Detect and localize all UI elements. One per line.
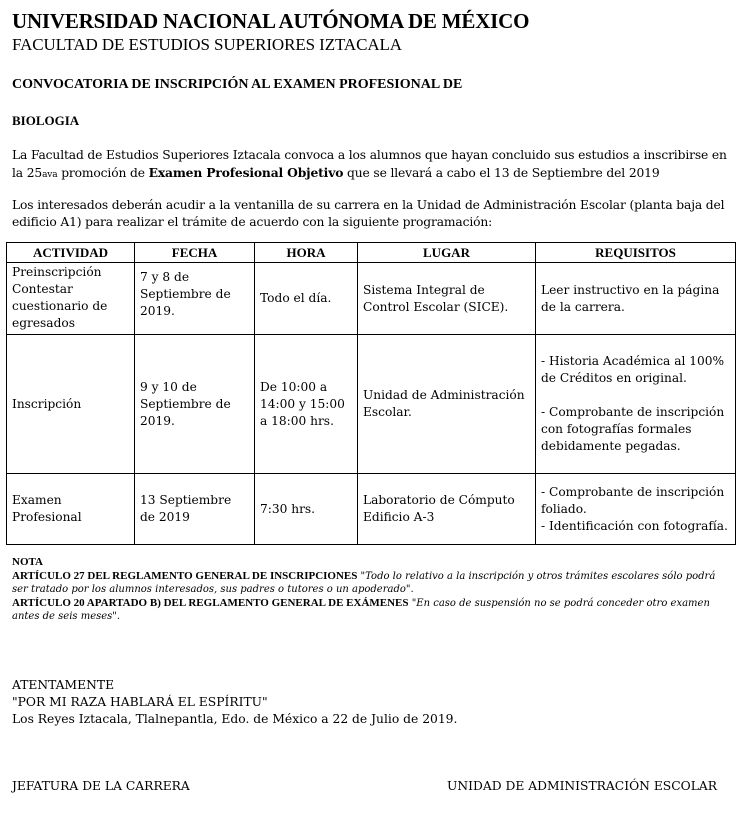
exam-type: Examen Profesional Objetivo <box>148 165 344 180</box>
intro-paragraph-1 <box>12 147 734 184</box>
article-20-label: ARTÍCULO 20 APARTADO B) DEL REGLAMENTO GENERAL DE EXÁMENES <box>12 596 409 609</box>
intro-text-mid: promoción de <box>57 166 149 180</box>
article-27-label: ARTÍCULO 27 DEL REGLAMENTO GENERAL DE INSCRIPCIONES <box>12 569 358 582</box>
table-row <box>7 263 736 335</box>
table-header-row <box>7 243 736 263</box>
cell-requisitos: - Historia Académica al 100% de Créditos en original. - Comprobante de inscripción con fotografías formales debidamente pegadas. <box>536 335 736 474</box>
cell-requisitos: Leer instructivo en la página de la carrera. <box>536 263 736 335</box>
signature-administracion: UNIDAD DE ADMINISTRACIÓN ESCOLAR <box>447 779 718 793</box>
table-row <box>7 474 736 545</box>
header-actividad: ACTIVIDAD <box>7 243 135 263</box>
intro-text-after: que se llevará a cabo el 13 de Septiembre del 2019 <box>343 166 660 180</box>
closing-motto: "POR MI RAZA HABLARÁ EL ESPÍRITU" <box>12 695 268 709</box>
table-row <box>7 335 736 474</box>
university-name: UNIVERSIDAD NACIONAL AUTÓNOMA DE MÉXICO <box>12 9 530 33</box>
signature-jefatura: JEFATURA DE LA CARRERA <box>12 779 190 793</box>
header-hora: HORA <box>255 243 358 263</box>
cell-actividad: Preinscripción Contestar cuestionario de egresados <box>7 263 135 335</box>
cell-fecha: 9 y 10 de Septiembre de 2019. <box>135 335 255 474</box>
closing-place-date: Los Reyes Iztacala, Tlalnepantla, Edo. de México a 22 de Julio de 2019. <box>12 712 458 726</box>
cell-actividad: Inscripción <box>7 335 135 474</box>
cell-hora: De 10:00 a 14:00 y 15:00 a 18:00 hrs. <box>255 335 358 474</box>
cell-requisitos: - Comprobante de inscripción foliado. - Identificación con fotografía. <box>536 474 736 545</box>
schedule-table <box>6 242 736 545</box>
cell-lugar: Unidad de Administración Escolar. <box>358 335 536 474</box>
cell-hora: Todo el día. <box>255 263 358 335</box>
cell-fecha: 7 y 8 de Septiembre de 2019. <box>135 263 255 335</box>
header-requisitos: REQUISITOS <box>536 243 736 263</box>
closing-block <box>12 677 457 728</box>
faculty-name: FACULTAD DE ESTUDIOS SUPERIORES IZTACALA <box>12 35 402 54</box>
cell-lugar: Sistema Integral de Control Escolar (SICE). <box>358 263 536 335</box>
notes-section <box>12 556 734 624</box>
article-20-text: "En caso de suspensión no se podrá conceder otro examen antes de seis meses". <box>12 597 710 622</box>
career-name: BIOLOGIA <box>12 113 80 128</box>
note-title: NOTA <box>12 556 43 568</box>
call-title: CONVOCATORIA DE INSCRIPCIÓN AL EXAMEN PROFESIONAL DE <box>12 77 463 92</box>
article-27-text: "Todo lo relativo a la inscripción y otros trámites escolares sólo podrá ser tratado por los alumnos interesados, sus padres o tutores o un apoderado". <box>12 570 716 595</box>
header-lugar: LUGAR <box>358 243 536 263</box>
cell-lugar: Laboratorio de Cómputo Edificio A-3 <box>358 474 536 545</box>
cell-actividad: Examen Profesional <box>7 474 135 545</box>
intro-ordinal-suffix: ava <box>42 170 58 180</box>
intro-text-before: La Facultad de Estudios Superiores Iztacala convoca a los alumnos que hayan concluido sus estudios a inscribirse en la 25 <box>12 148 727 180</box>
closing-atentamente: ATENTAMENTE <box>12 678 115 692</box>
cell-fecha: 13 Septiembre de 2019 <box>135 474 255 545</box>
intro-paragraph-2: Los interesados deberán acudir a la ventanilla de su carrera en la Unidad de Administración Escolar (planta baja del edificio A1) para realizar el trámite de acuerdo con la siguiente programación: <box>12 198 725 229</box>
header-fecha: FECHA <box>135 243 255 263</box>
cell-hora: 7:30 hrs. <box>255 474 358 545</box>
